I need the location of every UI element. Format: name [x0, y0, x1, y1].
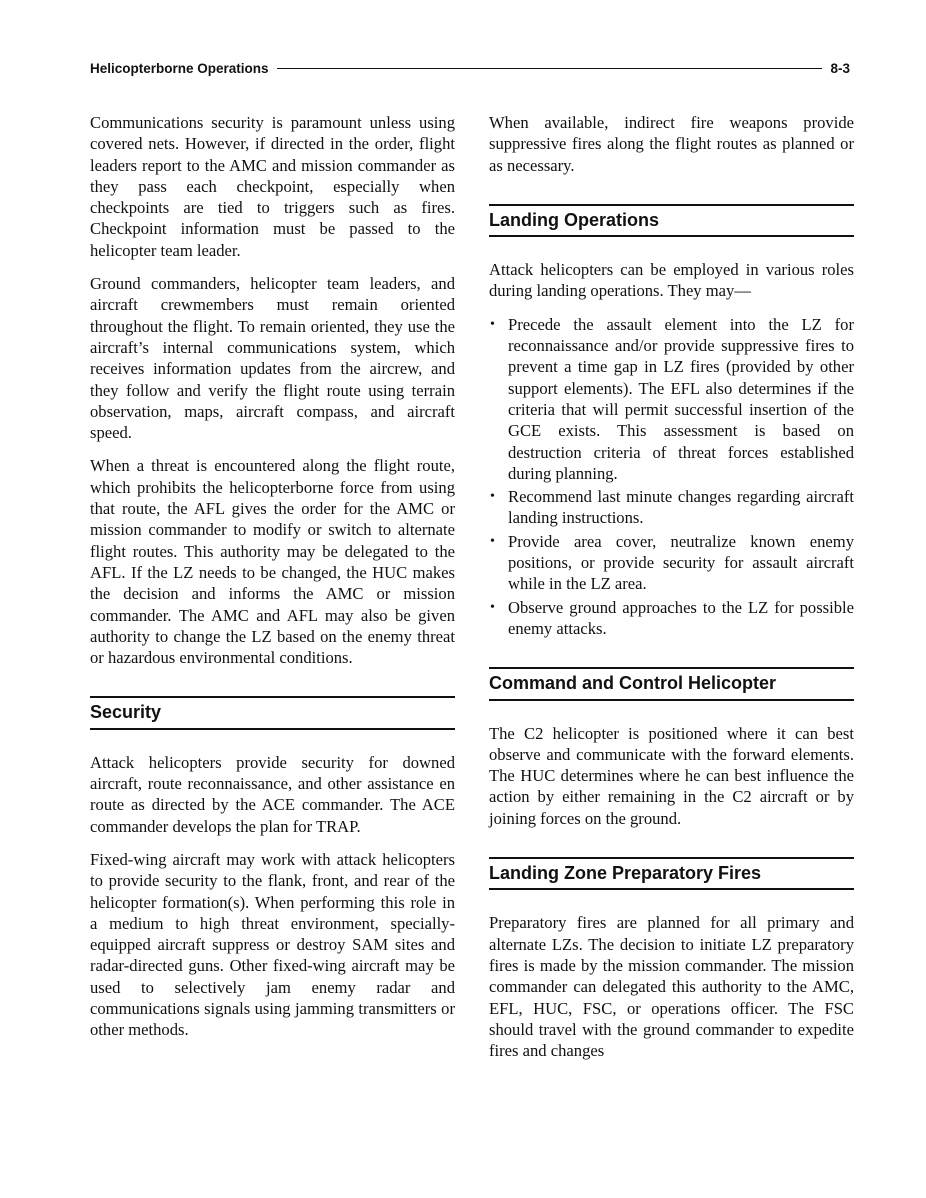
paragraph-fixed-wing-aircraft: Fixed-wing aircraft may work with attack helicopters to provide security to the flank, front, and rear of the helicopter formation(s). When performing this role in a medium to high threat environment, specially-equipped aircraft suppress or destroy SAM sites and radar-directed guns. Other fixed-wing aircraft may be used to selectively jam enemy radar and communications signals using jamming transmitters or other methods.: [90, 849, 455, 1040]
bullet-icon: •: [490, 533, 495, 549]
paragraph-c2-helicopter: The C2 helicopter is positioned where it can best observe and communicate with the forward elements. The HUC determines where he can best influence the action by either remaining in the C2 aircraft or by joining forces on the ground.: [489, 723, 854, 828]
paragraph-attack-helicopters-security: Attack helicopters provide security for downed aircraft, route reconnaissance, and other assistance en route as directed by the ACE commander. The ACE commander develops the plan for TRAP.: [90, 752, 455, 836]
page-number: 8-3: [830, 60, 850, 76]
list-item: [489, 531, 854, 595]
paragraph-preparatory-fires: Preparatory fires are planned for all primary and alternate LZs. The decision to initiate LZ preparatory fires is made by the mission commander. The mission commander can delegated this authority to the AMC, EFL, HUC, FSC, or operations officer. The FSC should travel with the ground commander to expedite fires and changes: [489, 913, 854, 1061]
list-item-text: Precede the assault element into the LZ for reconnaissance and/or provide suppressive fires to prevent a time gap in LZ fires (provided by other support elements). The EFL also determines if the criteria that will permit successful insertion of the GCE exists. This assessment is based on destruction criteria of threat forces established during planning.: [508, 314, 854, 483]
bullet-icon: •: [490, 489, 495, 505]
list-item: [489, 486, 854, 529]
list-item-text: Provide area cover, neutralize known enemy positions, or provide security for assault aircraft while in the LZ area.: [508, 531, 854, 594]
list-item-text: Observe ground approaches to the LZ for possible enemy attacks.: [508, 597, 854, 638]
paragraph-communications-security: Communications security is paramount unless using covered nets. However, if directed in the order, flight leaders report to the AMC and mission commander as they pass each checkpoint, especially when checkpoints are tied to triggers such as fires. Checkpoint information must be passed to the helicopter team leader.: [90, 113, 455, 260]
paragraph-ground-commanders: Ground commanders, helicopter team leaders, and aircraft crewmembers must remain oriented throughout the flight. To remain oriented, they use the aircraft’s internal communications system, which receives information updates from the aircrew, and they follow and verify the flight route using terrain observation, maps, aircraft compass, and aircraft speed.: [90, 274, 455, 443]
heading-command-and-control: Command and Control Helicopter: [489, 667, 854, 700]
list-item-text: Recommend last minute changes regarding aircraft landing instructions.: [508, 487, 854, 528]
left-column: [90, 112, 455, 1053]
header-rule: [277, 68, 823, 69]
paragraph-indirect-fire: When available, indirect fire weapons provide suppressive fires along the flight routes as planned or as necessary.: [489, 113, 854, 175]
paragraph-landing-intro: Attack helicopters can be employed in various roles during landing operations. They may—: [489, 260, 854, 301]
bullet-icon: •: [490, 316, 495, 332]
heading-landing-operations: Landing Operations: [489, 204, 854, 237]
right-column: [489, 112, 854, 1073]
heading-lz-preparatory-fires: Landing Zone Preparatory Fires: [489, 857, 854, 890]
list-item: [489, 314, 854, 484]
landing-roles-list: [489, 314, 854, 639]
heading-security: Security: [90, 696, 455, 729]
bullet-icon: •: [490, 599, 495, 615]
running-header: [90, 58, 850, 78]
list-item: [489, 597, 854, 640]
header-section-title: Helicopterborne Operations: [90, 60, 269, 76]
paragraph-threat-encountered: When a threat is encountered along the flight route, which prohibits the helicopterborne force from using that route, the AFL gives the order for the AMC or mission commander to modify or switch to alternate flight routes. This authority may be delegated to the AFL. If the LZ needs to be changed, the HUC makes the decision and informs the AMC or mission commander. The AMC and AFL may also be given authority to change the LZ based on the enemy threat or hazardous environmental conditions.: [90, 456, 455, 668]
